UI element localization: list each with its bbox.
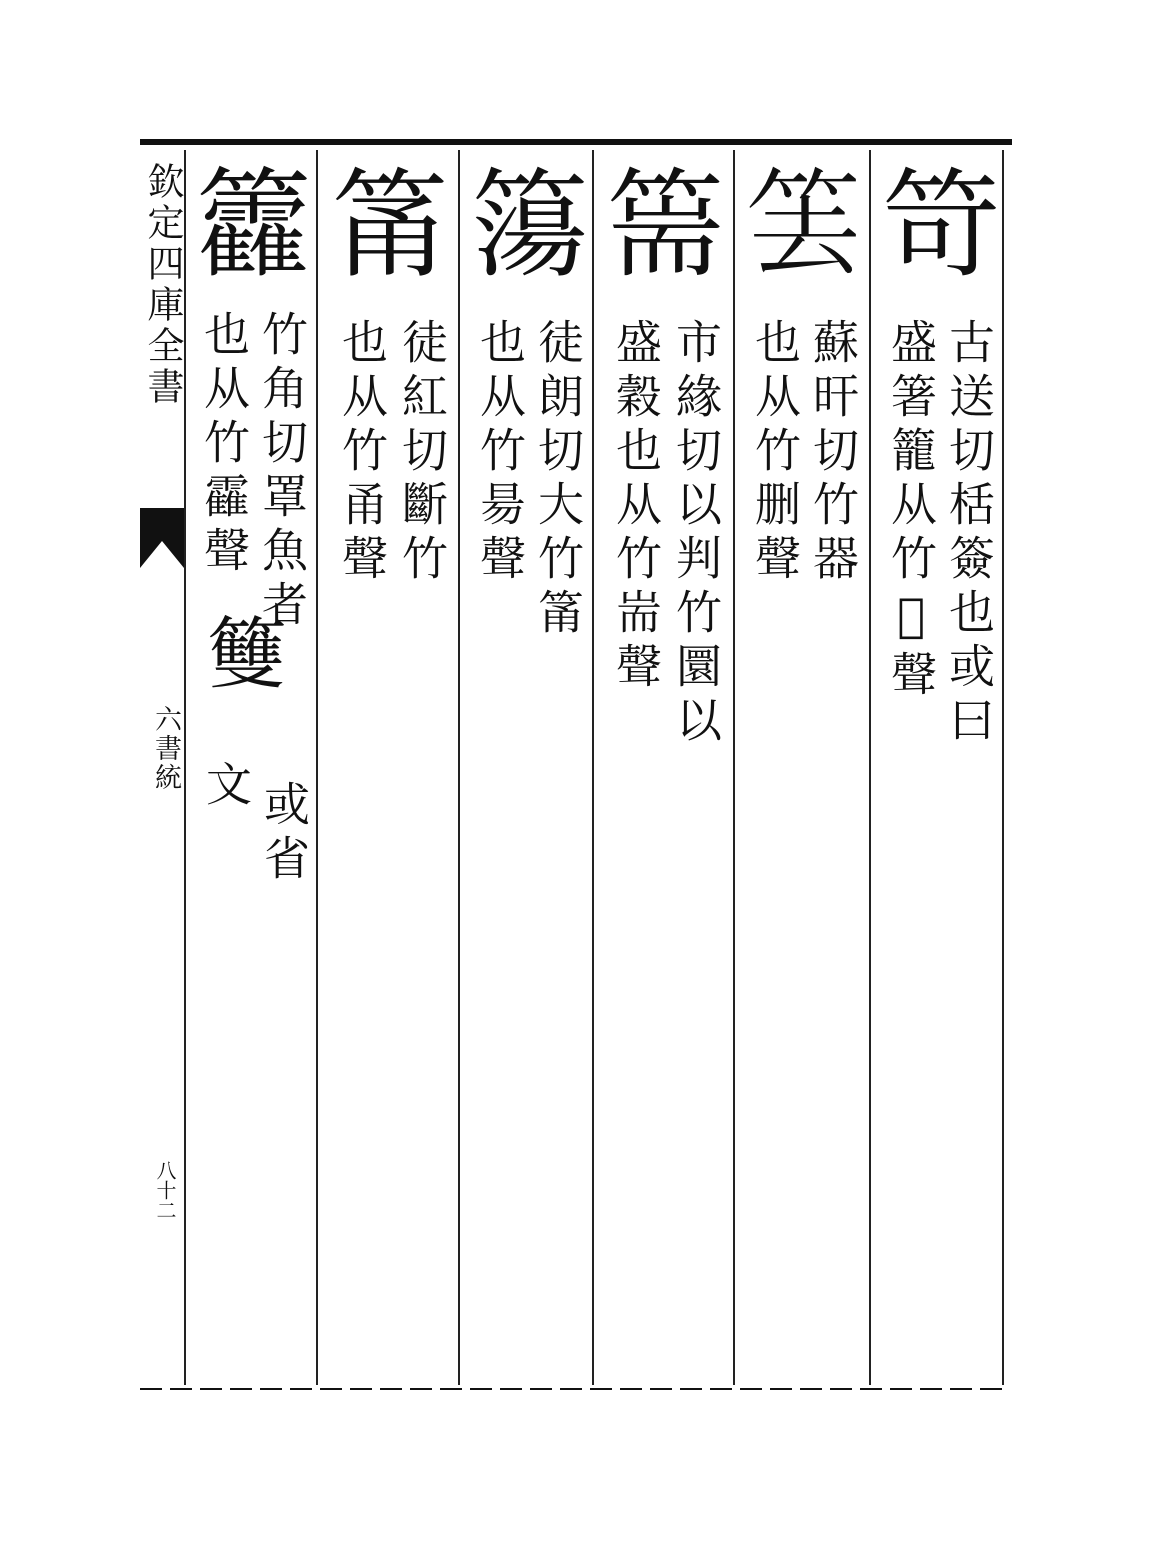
seal-headword: 笴 (882, 156, 1001, 294)
book-title: 欽定四庫全書 (141, 162, 184, 408)
seal-variant-glyph: 䉶 (207, 610, 286, 700)
gloss-right: 市緣切以判竹圜以 (669, 318, 723, 750)
gloss-right: 古送切栝簽也或曰 (942, 318, 996, 750)
column-divider (869, 150, 871, 1385)
section-title: 六書統 (150, 705, 181, 792)
gloss-left: 盛穀也从竹耑聲 (609, 318, 663, 696)
fishtail-mark (140, 508, 184, 568)
entry-column (595, 156, 732, 1380)
entry-column (736, 156, 868, 1380)
bottom-border (140, 1388, 1010, 1390)
seal-headword: 篅 (607, 156, 726, 294)
gloss-left: 也从竹甬聲 (335, 318, 389, 588)
entry-column (872, 156, 1002, 1380)
column-divider (733, 150, 735, 1385)
column-divider (1002, 150, 1004, 1385)
top-border (140, 139, 1012, 145)
gloss-left: 也从竹靃聲 (197, 310, 251, 580)
gloss-left: 也从竹昜聲 (473, 318, 527, 588)
column-divider (592, 150, 594, 1385)
seal-headword: 筩 (331, 156, 450, 294)
gloss-left: 也从竹删聲 (748, 318, 802, 588)
gloss-right: 蘇旰切竹器 (806, 318, 860, 588)
page-number: 八十二 (153, 1160, 177, 1220)
seal-headword: 𥬔 (746, 156, 865, 294)
seal-headword: 籱 (195, 156, 314, 294)
variant-gloss-left: 文 (199, 760, 253, 814)
gloss-left: 盛箸籠从竹𠂻聲 (884, 318, 938, 704)
gloss-right: 徒朗切大竹筩 (531, 318, 585, 642)
column-divider (184, 150, 186, 1385)
margin-column (140, 150, 184, 1390)
seal-headword: 簜 (471, 156, 590, 294)
variant-gloss-right: 或省 (257, 780, 311, 888)
entry-column (319, 156, 457, 1380)
column-divider (316, 150, 318, 1385)
entry-column (461, 156, 591, 1380)
entry-column (187, 156, 315, 1380)
gloss-right: 徒紅切斷竹 (395, 318, 449, 588)
gloss-right: 竹角切罩魚者 (255, 310, 309, 634)
column-divider (458, 150, 460, 1385)
